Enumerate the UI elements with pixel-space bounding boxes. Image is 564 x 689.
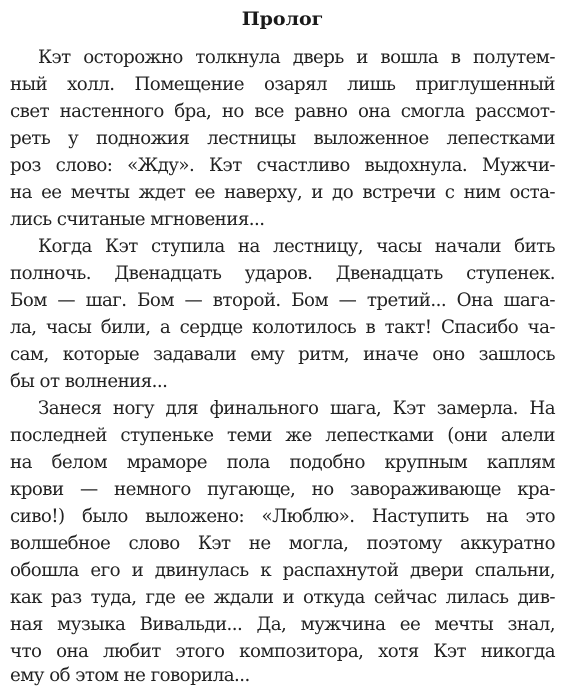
- text-line: на ее мечты ждет ее наверху, и до встречи с ним оста-: [10, 182, 555, 203]
- text-line: роз слово: «Жду». Кэт счастливо выдохнула. Мужчи-: [10, 155, 555, 176]
- text-line: лись считаные мгновения...: [10, 209, 265, 230]
- text-line: обошла его и двинулась к распахнутой двери спальни,: [10, 560, 555, 581]
- text-line: свет настенного бра, но все равно она смогла рассмот-: [10, 101, 555, 122]
- text-line: реть у подножия лестницы выложенное лепестками: [10, 128, 555, 149]
- text-line: сиво!) было выложено: «Люблю». Наступить на это: [10, 506, 555, 527]
- text-line: Когда Кэт ступила на лестницу, часы начали бить: [38, 236, 555, 257]
- text-line: Занеся ногу для финального шага, Кэт замерла. На: [38, 398, 555, 419]
- text-line: ему об этом не говорила...: [10, 665, 250, 686]
- text-line: на белом мраморе пола подобно крупным каплям: [10, 452, 555, 473]
- text-line: ный холл. Помещение озарял лишь приглушенный: [10, 74, 555, 95]
- text-line: волшебное слово Кэт не могла, поэтому аккуратно: [10, 533, 555, 554]
- chapter-title: Пролог: [241, 8, 324, 30]
- book-page: [10, 0, 555, 686]
- text-line: сам, которые задавали ему ритм, иначе оно зашлось: [10, 344, 555, 365]
- text-line: ная музыка Вивальди... Да, мужчина ее мечты знал,: [10, 614, 555, 635]
- text-line: что она любит этого композитора, хотя Кэт никогда: [10, 641, 555, 662]
- text-line: Бом — шаг. Бом — второй. Бом — третий... Она шага-: [10, 290, 555, 311]
- text-line: полночь. Двенадцать ударов. Двенадцать ступенек.: [10, 263, 555, 284]
- text-line: Кэт осторожно толкнула дверь и вошла в полутем-: [38, 47, 555, 68]
- text-line: бы от волнения...: [10, 371, 168, 392]
- text-line: ла, часы били, а сердце колотилось в такт! Спасибо ча-: [10, 317, 555, 338]
- text-line: как раз туда, где ее ждали и откуда сейчас лилась див-: [10, 587, 555, 608]
- text-line: последней ступеньке теми же лепестками (они алели: [10, 425, 555, 446]
- text-line: крови — немного пугающе, но завораживающе кра-: [10, 479, 555, 500]
